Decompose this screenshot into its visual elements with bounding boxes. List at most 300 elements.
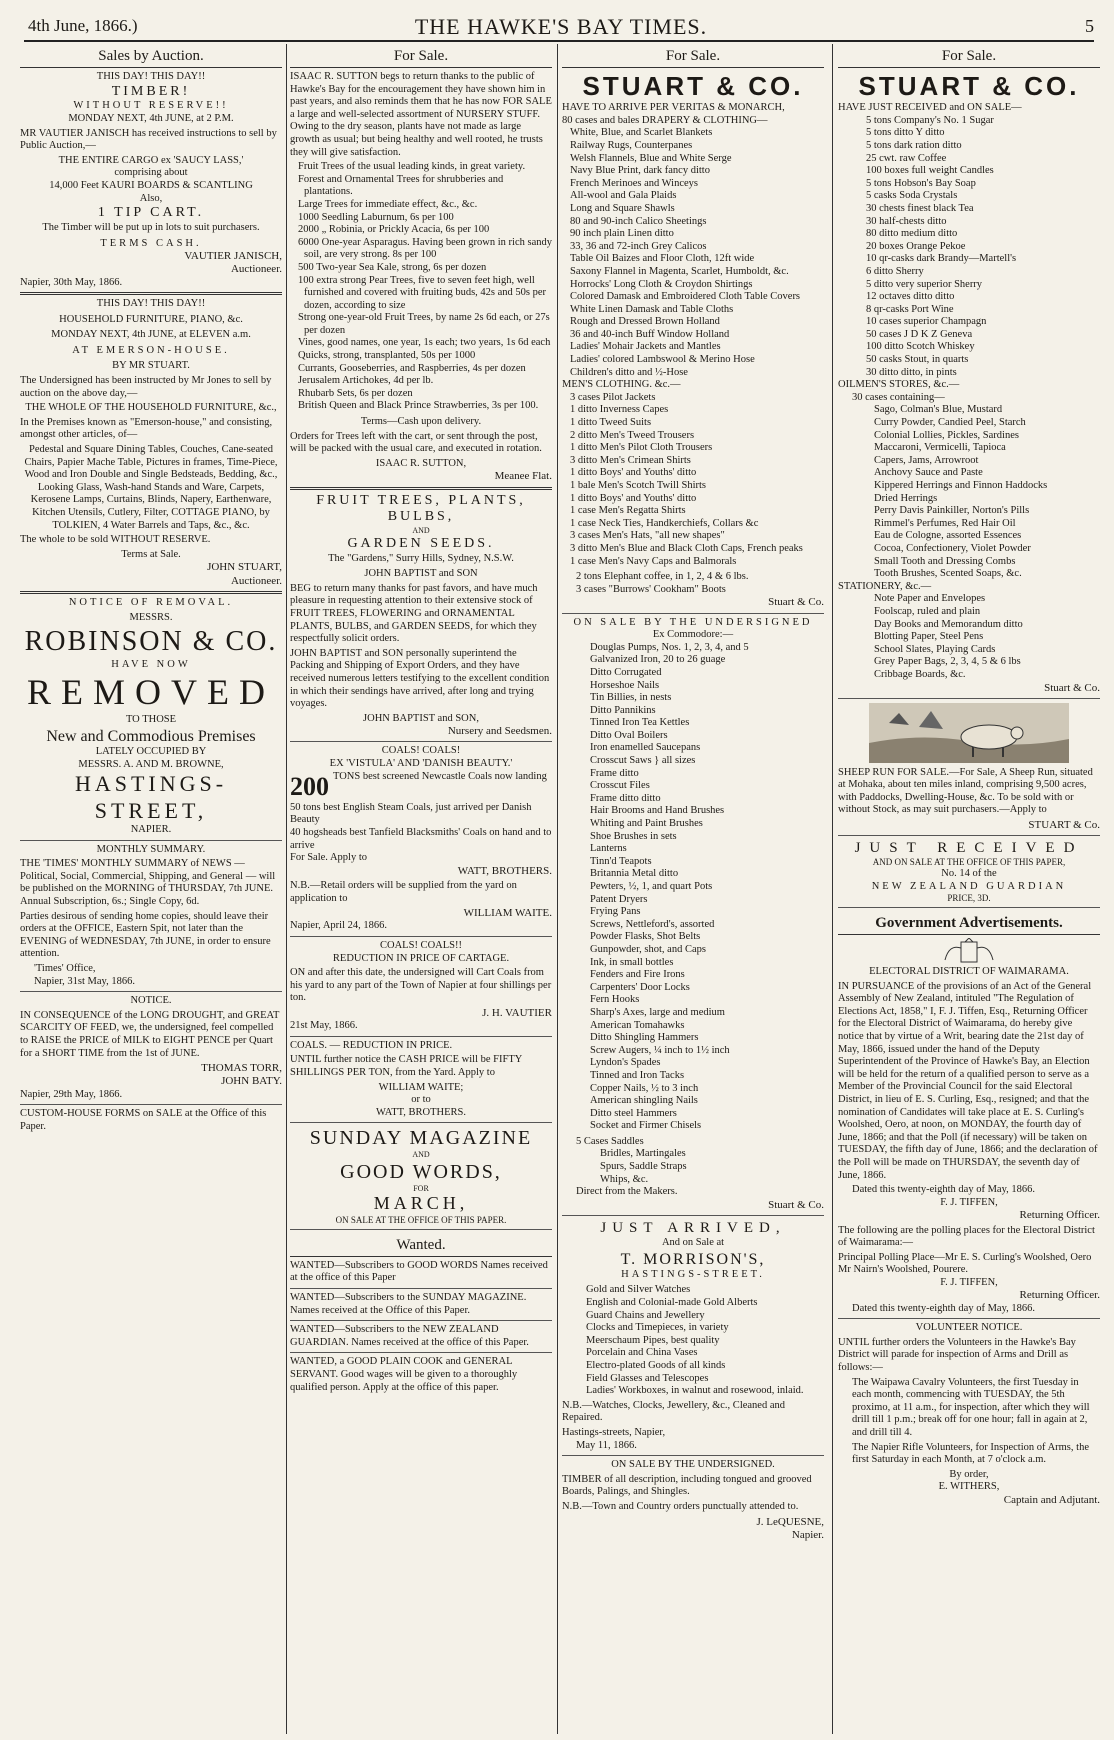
list-item: Hair Brooms and Hand Brushes [590,805,725,817]
ad-body: CUSTOM-HOUSE FORMS on SALE at the Office of this Paper. [20,1108,267,1132]
list-item: Douglas Pumps, Nos. 1, 2, 3, 4, and 5 [590,641,749,653]
ad-line: MESSRS. [129,612,173,624]
list-item: Small Tooth and Dressing Combs [874,555,1016,567]
ad-date: May 11, 1866. [576,1439,637,1451]
list-item: Cocoa, Confectionery, Violet Powder [874,542,1031,554]
section-header: For Sale. [290,44,552,68]
ad-line: HOUSEHOLD FURNITURE, PIANO, &c. [59,313,243,325]
royal-crest-icon [939,938,999,964]
ad-line: 80 cases and bales DRAPERY & CLOTHING— [562,114,768,126]
section-header: For Sale. [838,44,1100,68]
ad-line: EX 'VISTULA' AND 'DANISH BEAUTY.' [329,758,513,770]
list-item: Carpenters' Door Locks [590,981,690,993]
list-item: Horrocks' Long Cloth & Croydon Shirtings [570,278,753,290]
ad-line: AT EMERSON-HOUSE. [72,344,230,356]
list-item: 6000 One-year Asparagus. Having been grown in rich sandy soil, are very strong. 8s per 100 [298,236,552,261]
list-item: Electro-plated Goods of all kinds [586,1359,726,1371]
list-item: 30 ditto ditto, in pints [866,366,957,378]
list-item: British Queen and Black Prince Strawberries, 3s per 100. [298,400,539,412]
list-item: Meerschaum Pipes, best quality [586,1334,720,1346]
ad-line: PRICE, 3D. [947,893,991,904]
masthead-rule [24,40,1094,42]
list-item: Tin Billies, in nests [590,692,672,704]
ad-display-number: 200 [290,771,329,801]
ad-line: MONDAY NEXT, 4th JUNE, at 2 P.M. [68,112,234,124]
list-item: Patent Dryers [590,893,648,905]
ad-line: 2 tons Elephant coffee, in 1, 2, 4 & 6 lbs. [576,571,749,583]
list-item: 3 cases Pilot Jackets [570,391,656,403]
signature: 'Times' Office, [34,963,96,974]
removal-notice-ad [20,597,282,841]
ad-line: The "Gardens," Surry Hills, Sydney, N.S.W. [328,552,514,564]
issue-date: 4th June, 1866.) [28,16,138,35]
list-item: Powder Flasks, Shot Belts [590,931,701,943]
signature: Returning Officer. [1019,1289,1100,1302]
monthly-summary-ad [20,844,282,993]
list-item: 50 cases J D K Z Geneva [866,328,973,340]
ad-line: 1 TIP CART. [97,205,205,221]
list-item: Tinned and Iron Tacks [590,1069,685,1081]
ad-line: HAVE NOW [111,658,191,670]
ad-line: THE ENTIRE CARGO ex 'SAUCY LASS,' [58,154,244,166]
list-item: 100 boxes full weight Candles [866,165,994,177]
section-header: Government Advertisements. [838,911,1100,935]
wanted-ad: WANTED—Subscribers to the NEW ZEALAND GUARDIAN. Names received at the office of this Paper. [290,1324,552,1353]
list-item: Long and Square Shawls [570,202,675,214]
ad-line: THE WHOLE OF THE HOUSEHOLD FURNITURE, &c., [25,402,277,414]
ad-line: BY MR STUART. [112,360,190,372]
ad-line: HAVE TO ARRIVE PER VERITAS & MONARCH, [562,102,785,114]
signature: F. J. TIFFEN, [940,1276,998,1288]
list-item: 1 ditto Men's Pilot Cloth Trousers [570,442,713,454]
ad-line: 14,000 Feet KAURI BOARDS & SCANTLING [49,179,253,191]
signature: E. WITHERS, [938,1481,1000,1493]
firm-name: T. MORRISON'S, [620,1250,766,1268]
list-item: Rough and Dressed Brown Holland [570,316,720,328]
ad-line: MESSRS. A. AND M. BROWNE, [78,758,224,770]
list-item: 90 inch plain Linen ditto [570,228,674,240]
list-item: Gold and Silver Watches [586,1284,691,1296]
list-item: 50 casks Stout, in quarts [866,354,969,366]
signature: JOHN BATY. [221,1075,282,1088]
column-1 [20,44,282,1734]
list-item: Welsh Flannels, Blue and White Serge [570,152,732,164]
list-item: 2000 „ Robinia, or Prickly Acacia, 6s per 100 [298,224,490,236]
ad-line: HASTINGS-STREET, [74,771,228,823]
wanted-ad: WANTED—Subscribers to GOOD WORDS Names received at the office of this Paper [290,1260,552,1289]
ad-body: UNTIL further notice the CASH PRICE will be FIFTY SHILLINGS PER TON, from the Yard. Apply to [290,1054,522,1078]
sheep-woodcut-image [869,703,1069,763]
ad-body: N.B.—Retail orders will be supplied from the yard on application to [290,880,517,904]
list-item: 5 tons dark ration ditto [866,139,962,151]
ad-line: THIS DAY! THIS DAY!! [96,71,206,82]
list-item: Pewters, ½, 1, and quart Pots [590,881,713,892]
stuart-groceries-ad [838,71,1100,699]
ad-heading: COALS! COALS!! [380,939,462,951]
ad-body: IN CONSEQUENCE of the LONG DROUGHT, and GREAT SCARCITY OF FEED, we, the undersigned, feel compelled to RAISE the PRICE of MILK to EIGHT PENCE per Quart for a SHORT TIME from the 1st of JUNE. [20,1009,280,1059]
list-item: Screw Augers, ¼ inch to 1½ inch [590,1044,730,1056]
ad-heading: MARCH, [373,1193,469,1214]
list-item: Maccaroni, Vermicelli, Tapioca [874,442,1006,454]
ad-body: Parties desirous of sending home copies, should leave their orders at the OFFICE, Eastern Spit, not later than the EVENING of WEDNESDAY, 7th JUNE, in order to ensure attention. [20,910,271,960]
list-item: Gunpowder, shot, and Caps [590,943,706,955]
ad-line: OILMEN'S STORES, &c.— [838,379,960,391]
wanted-section [290,1233,552,1394]
signature: STUART & Co. [1028,819,1100,832]
volunteer-notice [838,1322,1100,1507]
list-item: Lanterns [590,843,627,855]
list-item: 1 bale Men's Scotch Twill Shirts [570,480,706,491]
list-item: 10 cases superior Champagn [866,316,987,328]
list-item: Porcelain and China Vases [586,1347,698,1359]
list-item: 25 cwt. raw Coffee [866,152,947,164]
list-item: Foolscap, ruled and plain [874,605,981,617]
list-item: Socket and Firmer Chisels [590,1120,702,1132]
list-item: Crosscut Files [590,780,650,792]
list-item: Guard Chains and Jewellery [586,1309,705,1321]
column-3 [562,44,824,1734]
list-item: Forest and Ornamental Trees for shrubberies and plantations. [298,173,504,198]
list-item: Colored Damask and Embroidered Cloth Table Covers [570,291,801,303]
ad-line: HAVE JUST RECEIVED and ON SALE— [838,102,1022,114]
ad-line: THIS DAY! THIS DAY!! [96,298,206,310]
list-item: Kippered Herrings and Finnon Haddocks [874,480,1048,491]
list-item: 3 cases Men's Hats, "all new shapes" [570,530,725,542]
ad-body: MR VAUTIER JANISCH has received instructions to sell by Public Auction,— [20,127,277,152]
list-item: Clocks and Timepieces, in variety [586,1322,729,1334]
list-item: Ditto steel Hammers [590,1107,677,1119]
list-item: American Tomahawks [590,1019,685,1031]
list-item: Jerusalem Artichokes, 4d per lb. [298,375,434,387]
ad-line: ON SALE AT THE OFFICE OF THIS PAPER. [335,1215,507,1226]
ad-line: Principal Polling Place—Mr E. S. Curling's Woolshed, Oero [838,1251,1092,1263]
signature: Napier. [791,1528,824,1541]
list-item: Colonial Lollies, Pickles, Sardines [874,429,1019,441]
signature: Captain and Adjutant. [1003,1493,1100,1506]
list-item: Britannia Metal ditto [590,868,679,880]
ad-heading: NOTICE OF REMOVAL. [68,596,234,608]
list-item: Day Books and Memorandum ditto [874,618,1023,630]
list-item: Grey Paper Bags, 2, 3, 4, 5 & 6 lbs [874,656,1021,668]
list-item: 3 ditto Men's Blue and Black Cloth Caps, French peaks [570,542,803,554]
ad-body: N.B.—Town and Country orders punctually attended to. [562,1500,799,1512]
ad-line: AND [412,526,430,536]
list-item: Navy Blue Print, dark fancy ditto [570,165,710,177]
coals-vistula-ad [290,745,552,937]
signature: Nursery and Seedsmen. [447,725,552,738]
signature: WILLIAM WAITE; [378,1081,464,1093]
ad-body: Orders for Trees left with the cart, or sent through the post, will be packed with the usual care, and executed in rotation. [290,430,542,455]
list-item: Large Trees for immediate effect, &c., &c. [298,198,478,210]
page-number: 5 [1085,16,1094,36]
list-item: Bridles, Martingales [600,1148,686,1160]
ad-body: UNTIL further orders the Volunteers in the Hawke's Bay District will parade for inspection of Arms and Drill as follows:— [838,1336,1076,1374]
list-item: 33, 36 and 72-inch Grey Calicos [570,240,707,252]
section-header: Sales by Auction. [20,44,282,68]
list-item: Tinn'd Teapots [590,855,652,867]
ad-line: Also, [139,192,163,204]
ad-line: NAPIER. [130,824,172,836]
list-item: Frame ditto [590,767,639,779]
timber-lequesne-ad [562,1459,824,1542]
ad-heading: GOOD WORDS, [340,1160,502,1183]
ad-line: MONDAY NEXT, 4th JUNE, at ELEVEN a.m. [51,329,251,341]
ad-line: No. 14 of the [941,868,997,880]
list-item: Spurs, Saddle Straps [600,1161,687,1173]
ad-heading: JUST RECEIVED [854,840,1084,857]
signature: THOMAS TORR, [201,1062,282,1075]
list-item: Eau de Cologne, assorted Essences [874,530,1022,542]
ad-heading: MONTHLY SUMMARY. [96,843,206,855]
list-item: Children's ditto and ½-Hose [570,366,688,378]
ad-body: N.B.—Watches, Clocks, Jewellery, &c., Cleaned and Repaired. [562,1399,785,1424]
ad-line: 50 tons best English Steam Coals, just arrived per Danish Beauty [290,801,532,826]
list-item: 5 casks Soda Crystals [866,190,958,202]
list-item: Shoe Brushes in sets [590,830,677,842]
list-item: Railway Rugs, Counterpanes [570,139,693,151]
list-item: 1 ditto Inverness Capes [570,404,669,416]
list-item: 100 ditto Scotch Whiskey [866,341,975,353]
ad-date: 21st May, 1866. [290,1020,358,1032]
ad-line: TONS best screened Newcastle Coals now landing [333,770,547,782]
ad-line: 30 cases containing— [852,391,945,403]
list-item: White, Blue, and Scarlet Blankets [570,127,713,139]
ad-line: 3 cases "Burrows' Cookham" Boots [576,583,726,595]
wanted-ad: WANTED, a GOOD PLAIN COOK and GENERAL SERVANT. Good wages will be given to a thoroughly qualified person. Apply at the office of this paper. [290,1356,518,1393]
list-item: 1 ditto Boys' and Youths' ditto [570,467,697,479]
signature: J. H. VAUTIER [482,1006,552,1019]
ad-line: NEW ZEALAND GUARDIAN [871,880,1067,892]
list-item: Galvanized Iron, 20 to 26 guage [590,654,726,666]
signature: Returning Officer. [1019,1209,1100,1222]
list-item: Copper Nails, ½ to 3 inch [590,1082,699,1094]
list-item: 1000 Seedling Laburnum, 6s per 100 [298,211,454,223]
list-item: 5 ditto very superior Sherry [866,278,983,290]
list-item: All-wool and Gala Plaids [570,190,677,202]
signature: F. J. TIFFEN, [940,1196,998,1208]
list-item: Iron enamelled Saucepans [590,742,701,754]
list-item: 8 qr-casks Port Wine [866,303,954,315]
section-header: Wanted. [290,1233,552,1257]
list-item: 6 ditto Sherry [866,265,924,277]
ad-line: comprising about [114,167,188,179]
list-item: French Merinoes and Winceys [570,177,698,189]
list-item: Rhubarb Sets, 6s per dozen [298,387,413,399]
ad-heading: ON SALE BY THE UNDERSIGNED [573,616,813,628]
ad-line: REDUCTION IN PRICE OF CARTAGE. [332,952,510,964]
list-item: Whiting and Paint Brushes [590,818,703,830]
ad-body: ON and after this date, the undersigned will Cart Coals from his yard to any part of the Town of Napier at four shillings per ton. [290,967,552,1004]
list-item: Crosscut Saws } all sizes [590,755,696,767]
signature: VAUTIER JANISCH, [184,250,282,263]
list-item: 3 ditto Men's Crimean Shirts [570,454,691,466]
ad-body: Pedestal and Square Dining Tables, Couches, Cane-seated Chairs, Papier Mache Table, Pictures in frames, Time-Piece, Wood and Iron Double and Single Bedsteads, Bedding, &c., Looking Glass, Wash-hand Stands and Ware, Carpets, Kerosene Lamps, Curtains, Blinds, Napery, Earthenware, Kitchen Utensils, Cutlery, Filter, COTTAGE PIANO, by TOLKIEN, 4 Water Barrels and Taps, &c., &c. [24,444,278,531]
signature: WATT, BROTHERS. [457,864,552,877]
ad-line: Terms at Sale. [121,548,181,560]
list-item: Dried Herrings [874,492,938,504]
ad-date: Napier, April 24, 1866. [290,920,387,932]
list-item: 100 extra strong Pear Trees, five to seven feet high, well furnished and covered with fruiting buds, 42s and 50s per dozen, according to size [298,274,547,311]
fruit-trees-ad [290,493,552,743]
ad-heading: VOLUNTEER NOTICE. [915,1322,1023,1334]
column-2 [290,44,552,1734]
list-item: American shingling Nails [590,1095,698,1107]
ad-body: The following are the polling places for the Electoral District of Waimarama:— [838,1224,1095,1249]
list-item: Frame ditto ditto [590,792,661,804]
signature: Stuart & Co. [1044,681,1100,694]
list-item: Cribbage Boards, &c. [874,668,966,680]
timber-auction-ad [20,71,282,295]
list-item: 1 ditto Boys' and Youths' ditto [570,492,697,504]
ad-body: TIMBER of all description, including tongued and grooved Boards, Palings, and Shingles. [562,1473,812,1498]
ad-line: Terms—Cash upon delivery. [360,416,482,428]
ad-heading: COALS! COALS! [381,745,461,757]
signature: Auctioneer. [230,263,282,276]
ad-heading: TIMBER! [111,83,191,99]
list-item: Ladies' Workboxes, in walnut and rosewood, inlaid. [586,1385,804,1397]
list-item: 80 and 90-inch Calico Sheetings [570,215,707,227]
list-item: 36 and 40-inch Buff Window Holland [570,328,730,340]
list-item: White Linen Damask and Table Cloths [570,303,734,315]
list-item: Ditto Shingling Hammers [590,1032,699,1044]
signature: JOHN BAPTIST and SON, [363,712,479,724]
ad-heading: ELECTORAL DISTRICT OF WAIMARAMA. [869,966,1069,978]
list-item: 12 octaves ditto ditto [866,291,955,303]
list-item: Vines, good names, one year, 1s each; two years, 1s 6d each [298,337,551,349]
ad-date: Napier, 30th May, 1866. [20,276,123,288]
magazine-ad [290,1126,552,1230]
list-item: Screws, Nettleford's, assorted [590,918,715,930]
ad-heading: NOTICE. [130,995,172,1007]
signature: By order, [949,1468,989,1480]
list-item: Anchovy Sauce and Paste [874,467,983,479]
list-item: Sago, Colman's Blue, Mustard [874,404,1003,416]
guardian-ad [838,839,1100,908]
signature: Stuart & Co. [768,596,824,609]
sheep-run-ad [838,703,1100,837]
ad-line: New and Commodious Premises [46,727,256,745]
list-item: Ditto Corrugated [590,666,662,678]
newspaper-title: THE HAWKE'S BAY TIMES. [414,14,708,39]
list-item: Curry Powder, Candied Peel, Starch [874,417,1026,429]
ad-display-word: REMOVED [27,672,275,713]
list-item: Ditto Pannikins [590,704,656,716]
list-item: Ladies' Mohair Jackets and Mantles [570,341,721,353]
signature: ISAAC R. SUTTON, [375,457,467,469]
ad-line: TERMS CASH. [100,237,202,249]
ad-line: WITHOUT RESERVE!! [73,100,229,112]
ad-line: And on Sale at [661,1237,725,1249]
list-item: Saxony Flannel in Magenta, Scarlet, Humboldt, &c. [570,265,789,277]
hardware-sale-ad [562,617,824,1217]
list-item: Whips, &c. [600,1173,649,1185]
signature: Stuart & Co. [768,1198,824,1211]
signature: J. LeQUESNE, [756,1515,824,1528]
list-item: Currants, Gooseberries, and Raspberries, 4s per dozen [298,362,526,374]
ad-line: HASTINGS-STREET. [621,1268,765,1280]
firm-name: STUART & CO. [582,71,804,101]
ad-line: LATELY OCCUPIED BY [95,746,207,758]
ad-line: Direct from the Makers. [576,1186,678,1198]
list-item: Ink, in small bottles [590,956,674,968]
list-item: Tinned Iron Tea Kettles [590,717,690,729]
ad-date: Dated this twenty-eighth day of May, 1866. [852,1184,1036,1196]
section-header: For Sale. [562,44,824,68]
ad-line: AND ON SALE AT THE OFFICE OF THIS PAPER, [872,857,1066,868]
government-section [838,911,1100,1319]
list-item: English and Colonial-made Gold Alberts [586,1297,758,1308]
furniture-auction-ad [20,298,282,594]
ad-heading: ON SALE BY THE UNDERSIGNED. [611,1459,775,1471]
ad-line: 5 Cases Saddles [576,1135,644,1147]
ad-date: Dated this twenty-eighth day of May, 1866. [852,1302,1036,1314]
list-item: Frying Pans [590,906,641,918]
list-item: 20 boxes Orange Pekoe [866,240,966,252]
ad-line: For Sale. Apply to [290,852,368,864]
list-item: Blotting Paper, Steel Pens [874,631,984,643]
list-item: 500 Two-year Sea Kale, strong, 6s per dozen [298,261,487,273]
list-item: Sharp's Axes, large and medium [590,1006,725,1018]
list-item: Tooth Brushes, Scented Soaps, &c. [874,568,1022,580]
ad-body: SHEEP RUN FOR SALE.—For Sale, A Sheep Run, situated at Mohaka, about ten miles inland, comprising 9,500 acres, with Paddocks, Dwelling-House, &c. To be sold with or without Stock, as may suit purchasers.—Apply to [838,766,1093,816]
list-item: Field Glasses and Telescopes [586,1372,709,1384]
list-item: 10 qr-casks dark Brandy—Martell's [866,253,1017,265]
signature: JOHN STUART, [207,561,282,574]
ad-heading: SUNDAY MAGAZINE [309,1127,533,1150]
ad-body: JOHN BAPTIST and SON personally superintend the Packing and Shipping of Export Orders, and they have received numerous letters testifying to the excellent condition in which their sendings have arrived, after long and trying voyages. [290,647,550,710]
firm-name: ROBINSON & CO. [24,625,278,657]
morrison-jewellery-ad [562,1219,824,1456]
list-item: 2 ditto Men's Tweed Trousers [570,429,695,441]
signature: WILLIAM WAITE. [463,907,552,920]
ad-body: The Undersigned has been instructed by Mr Jones to sell by auction on the above day,— [20,375,272,399]
list-item: Capers, Jams, Arrowroot [874,454,979,466]
list-item: 30 half-chests ditto [866,215,947,227]
masthead [28,10,1094,44]
ad-date: Napier, 31st May, 1866. [34,975,135,987]
column-divider [286,44,287,1734]
ad-heading: FRUIT TREES, PLANTS, BULBS, [316,492,526,525]
coals-price-ad [290,1040,552,1124]
list-item: Note Paper and Envelopes [874,593,986,605]
list-item: Quicks, strong, transplanted, 50s per 1000 [298,350,476,362]
ad-line: Hastings-streets, Napier, [562,1426,666,1438]
list-item: Perry Davis Painkiller, Norton's Pills [874,505,1030,517]
firm-name: JOHN BAPTIST and SON [364,568,478,580]
wanted-ad: WANTED—Subscribers to the SUNDAY MAGAZINE. Names received at the Office of this Paper. [290,1292,552,1321]
nursery-ad [290,71,552,490]
ad-heading: COALS. — REDUCTION IN PRICE. [290,1039,453,1051]
ad-body: IN PURSUANCE of the provisions of an Act of the General Assembly of New Zealand, intituled "The Regulation of Elections Act, 1858," I, F. J. Tiffen, Esq., Returning Officer for the Electoral District of Waimarama, do hereby give notice that by virtue of a Writ, bearing date the 21st day of May, 1866, issued under the hand of the Deputy Superintendent of the Province of Hawke's Bay, an Election will be held for the return of a qualified person to serve as a Member of the Provincial Council for the said Electoral District, in lieu of E. S. Curling, Esq., resigned; and that the nomination of Candidates will take place at E. S. Curling's Woolshed, Oero, at noon, on MONDAY, the fourth day of June, 1866; and that the Poll (if necessary) will be taken on TUESDAY, the fifth day of June, 1866; and the declaration of the Poll will be made on THURSDAY, the seventh day of June, 1866. [838,980,1098,1181]
list-item: Rimmel's Perfumes, Red Hair Oil [874,517,1016,529]
ad-line: FOR [413,1183,429,1193]
list-item: 5 tons ditto Y ditto [866,127,945,139]
ad-line: 40 hogsheads best Tanfield Blacksmiths' Coals on hand and to arrive [290,827,552,851]
list-item: 30 chests finest black Tea [866,202,974,214]
list-item: Lyndon's Spades [590,1057,661,1069]
list-item: 5 tons Hobson's Bay Soap [866,177,976,189]
list-item: 1 case Men's Navy Caps and Balmorals [570,555,737,567]
ad-body: BEG to return many thanks for past favors, and have much pleasure in requesting attention to their extensive stock of FRUIT TREES, FLOWERING and ORNAMENTAL PLANTS, BULBS, and GARDEN SEEDS, for which they respectfully solicit orders. [290,582,538,645]
milk-price-notice [20,995,282,1105]
column-4 [838,44,1100,1734]
column-divider [557,44,558,1734]
stuart-drapery-ad [562,71,824,614]
ad-body: In the Premises known as "Emerson-house," and consisting, amongst other articles, of— [20,416,273,441]
ad-heading: GARDEN SEEDS. [347,535,495,551]
list-item: Ditto Oval Boilers [590,729,668,741]
firm-name: STUART & CO. [858,71,1080,101]
